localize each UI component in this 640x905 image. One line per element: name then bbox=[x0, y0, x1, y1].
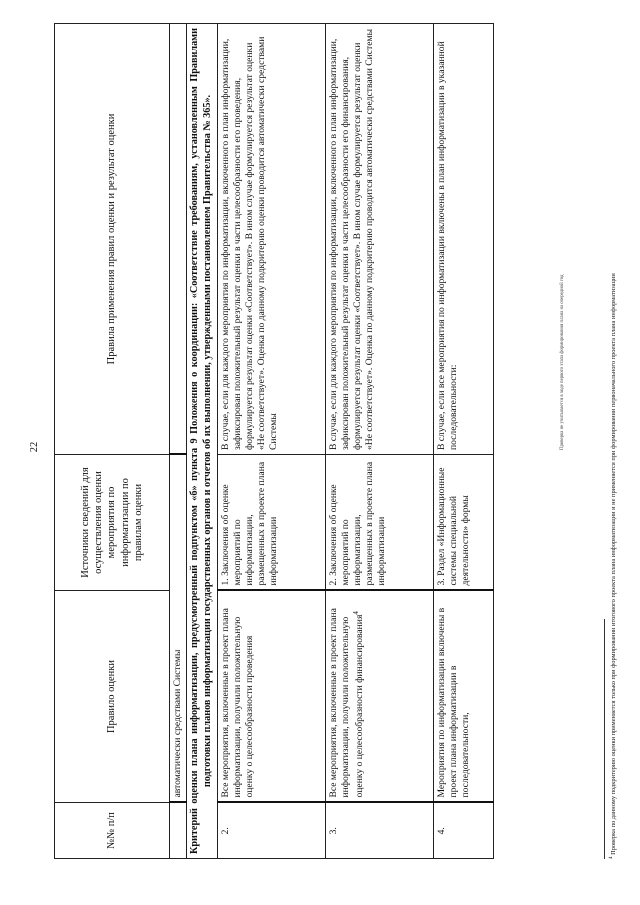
continuation-row bbox=[170, 24, 187, 859]
table-row bbox=[217, 24, 325, 859]
row-application: В случае, если для каждого мероприятия по информатизации, включенного в план информатизации, зафиксирован положительный результат оценки в части целесообразности его финансирования, формулируется результат оценки «Соответствует». В ином случае формулируется результат оценки «Не соответствует». Оценка по данному подкритерию проводится автоматически средствами Системы bbox=[325, 24, 433, 455]
header-application: Правила применения правил оценки и результат оценки bbox=[55, 24, 170, 455]
row-source: 3. Раздел «Информационные системы специальной деятельности» формы bbox=[433, 455, 493, 591]
footnote-divider bbox=[604, 619, 605, 859]
header-num: №№ п/п bbox=[55, 803, 170, 859]
row-application: В случае, если все мероприятия по информатизации включены в план информатизации в указанной последовательности: bbox=[433, 24, 493, 455]
footnote-text: Проверка по данному подкритерию оценки применяется только при формировании итогового проекта плана информатизации и не применяется при формировании первоначального проекта плана информатизации bbox=[610, 273, 618, 855]
table-row bbox=[433, 24, 493, 859]
row-source: 1. Заключения об оценке мероприятий по информатизации, размещенных в проекте плана информатизации bbox=[217, 455, 325, 591]
header-rule: Правило оценки bbox=[55, 591, 170, 803]
row-source: 2. Заключения об оценке мероприятий по информатизации, размещенных в проекте плана информатизации bbox=[325, 455, 433, 591]
row-rule: Мероприятия по информатизации включены в проект плана информатизации в последовательности, bbox=[433, 591, 493, 803]
table-row bbox=[325, 24, 433, 859]
row-rule: Все мероприятия, включенные в проект плана информатизации, получили положительную оценку о целесообразности финансирования$^4$ bbox=[325, 591, 433, 803]
header-source: Источники сведений для осуществления оценки мероприятия по информатизации по правилам оценки bbox=[55, 455, 170, 591]
row-number: 4. bbox=[433, 803, 493, 859]
footnote-ref: 4 bbox=[351, 611, 360, 615]
row-rule: Все мероприятия, включенные в проект плана информатизации, получили положительную оценку о целесообразности проведения bbox=[217, 591, 325, 803]
page-number: 22 bbox=[29, 441, 40, 453]
continuation-text: автоматически средствами Системы bbox=[170, 455, 187, 803]
row-number: 3. bbox=[325, 803, 433, 859]
footnote bbox=[609, 39, 617, 859]
footnote-mark: 4 bbox=[609, 856, 614, 859]
criterion-row bbox=[187, 24, 218, 859]
evaluation-table bbox=[54, 23, 494, 859]
row-application: В случае, если для каждого мероприятия по информатизации, включенного в план информатизации, зафиксирован положительный результат оценки в части целесообразности его проведения, формулируется результат оценки «Соответствует». В ином случае формулируется результат оценки «Не соответствует». Оценка по данному подкритерию оценки проводится автоматически средствами Системы bbox=[217, 24, 325, 455]
row-number: 2. bbox=[217, 803, 325, 859]
side-note: Проверка не учитывается в ходе первого этапа формирования плана на очередной год bbox=[560, 274, 565, 450]
table-header-row bbox=[55, 24, 170, 859]
criterion-heading: Критерий оценки плана информатизации, предусмотренный подпунктом «б» пункта 9 Положения о координации: «Соответствие требованиям, установленным Правилами подготовки планов информатизации государственных органов и отчетов об их выполнении, утвержденными постановлением Правительства № 365». bbox=[187, 24, 218, 859]
